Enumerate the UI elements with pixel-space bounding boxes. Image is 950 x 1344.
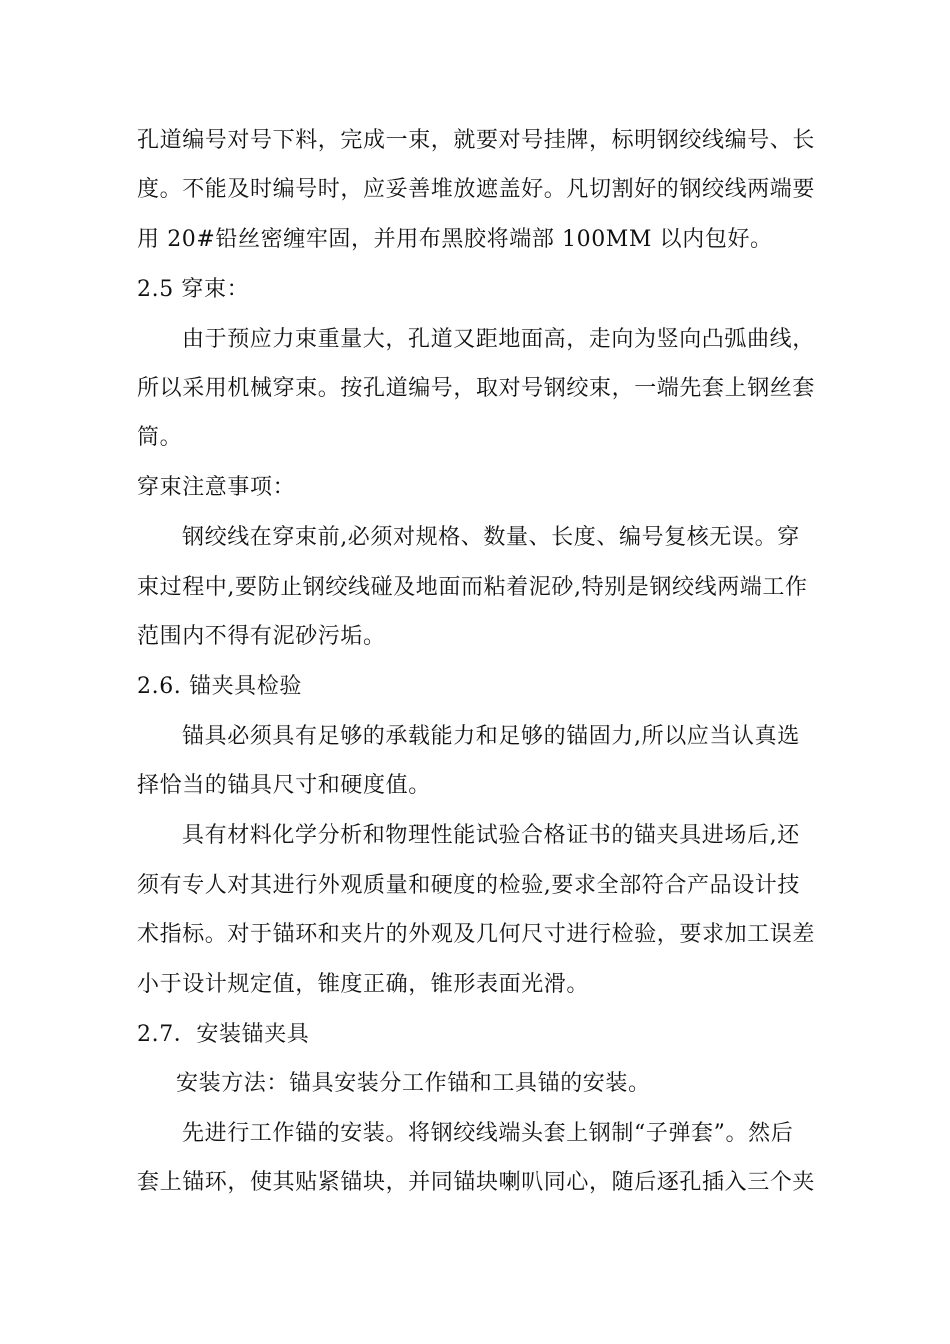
text-line: 度。不能及时编号时，应妥善堆放遮盖好。凡切割好的钢绞线两端要: [137, 177, 816, 202]
text-line: 锚具必须具有足够的承载能力和足够的锚固力,所以应当认真选: [182, 724, 800, 749]
text-line: 须有专人对其进行外观质量和硬度的检验,要求全部符合产品设计技: [137, 873, 800, 898]
text-line: 孔道编号对号下料，完成一束，就要对号挂牌，标明钢绞线编号、长: [137, 128, 816, 153]
text-line: 安装方法：锚具安装分工作锚和工具锚的安装。: [176, 1071, 651, 1096]
text-line: 择恰当的锚具尺寸和硬度值。: [137, 773, 431, 798]
text-line: 套上锚环，使其贴紧锚块，并同锚块喇叭同心，随后逐孔插入三个夹: [137, 1170, 816, 1195]
text-line: 由于预应力束重量大，孔道又距地面高，走向为竖向凸弧曲线，: [182, 327, 815, 352]
section-heading: 2.6. 锚夹具检验: [137, 674, 302, 699]
text-line: 先进行工作锚的安装。将钢绞线端头套上钢制“子弹套”。然后: [182, 1121, 794, 1146]
section-heading: 2.5 穿束：: [137, 277, 250, 302]
text-line: 所以采用机械穿束。按孔道编号，取对号钢绞束，一端先套上钢丝套: [137, 376, 816, 401]
text-line: 具有材料化学分析和物理性能试验合格证书的锚夹具进场后,还: [182, 823, 800, 848]
text-line: 钢绞线在穿束前,必须对规格、数量、长度、编号复核无误。穿: [182, 525, 800, 550]
section-heading: 2.7．安装锚夹具: [137, 1022, 310, 1047]
text-line: 范围内不得有泥砂污垢。: [137, 624, 386, 649]
subheading: 穿束注意事项：: [137, 475, 296, 500]
text-line: 用 20#铅丝密缠牢固，并用布黑胶将端部 100MM 以内包好。: [137, 227, 773, 252]
text-line: 术指标。对于锚环和夹片的外观及几何尺寸进行检验，要求加工误差: [137, 922, 816, 947]
text-line: 小于设计规定值，锥度正确，锥形表面光滑。: [137, 972, 590, 997]
text-line: 筒。: [137, 425, 183, 450]
text-line: 束过程中,要防止钢绞线碰及地面而粘着泥砂,特别是钢绞线两端工作: [137, 575, 808, 600]
